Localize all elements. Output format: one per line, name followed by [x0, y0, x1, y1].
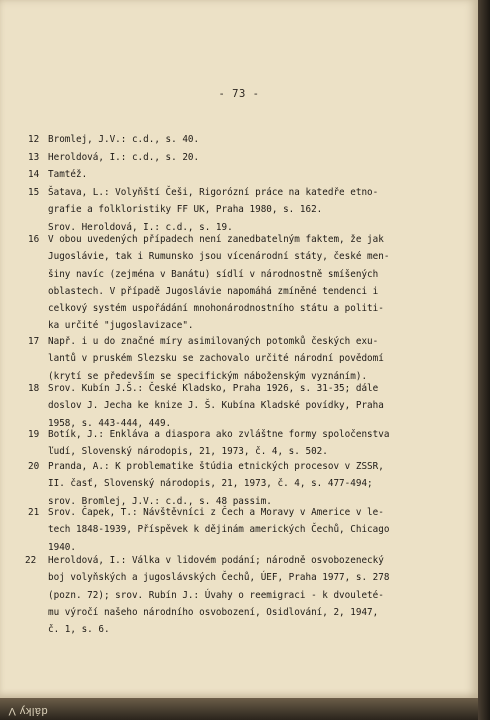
footnote-line: (pozn. 72); srov. Rubín J.: Úvahy o reemigraci - k dvouleté-: [48, 589, 384, 601]
footnote-line: č. 1, s. 6.: [48, 624, 110, 636]
footnote-line: Heroldová, I.: Válka v lidovém podání; národně osvobozenecký: [48, 555, 384, 566]
footnote-line: Srov. Čapek, T.: Návštěvníci z Čech a Moravy v Americe v le-: [48, 507, 384, 518]
binding-edge: [478, 0, 490, 720]
footnote-line: Pranda, A.: K problematike štúdia etnických procesov v ZSSR,: [48, 461, 384, 472]
footnote-line: V obou uvedených případech není zanedbatelným faktem, že jak: [48, 234, 384, 245]
footnote-line: II. časť, Slovenský národopis, 21, 1973, č. 4, s. 477-494;: [48, 478, 373, 490]
footnote-number: 15: [28, 187, 40, 198]
footnote-line: ľudí, Slovenský národopis, 21, 1973, č. 4, s. 502.: [48, 446, 328, 458]
footnote-text: [48, 166, 443, 183]
footnote-line: Botík, J.: Enkláva a diaspora ako zvláštne formy spoločenstva: [48, 429, 390, 440]
footnote-line: srov. Bromlej, J.V.: c.d., s. 48 passim.: [48, 495, 272, 507]
footnote-number: 17: [28, 336, 40, 347]
footnote-line: oblastech. V případě Jugoslávie napomáhá zmíněné tendenci i: [48, 285, 379, 297]
footnote-number: 13: [28, 152, 40, 163]
footnote-line: Srov. Heroldová, I.: c.d., s. 19.: [48, 221, 233, 233]
footnote-text: [48, 426, 443, 461]
footnote-line: mu výročí našeho národního osvobození, Osidlování, 2, 1947,: [48, 606, 379, 618]
footnote-text: [48, 380, 443, 432]
footnote-text: [48, 184, 443, 236]
footnote-text: [48, 149, 443, 166]
footnote-line: 1940.: [48, 541, 76, 553]
footnote-line: Např. i u do značné míry asimilovaných potomků českých exu-: [48, 336, 379, 347]
footnote-number: 22: [25, 555, 37, 566]
footnote-number: 12: [28, 134, 40, 145]
footnote-line: šiny navíc (zejména v Banátu) sídlí v národnostně smíšených: [48, 268, 379, 280]
footnote-line: Heroldová, I.: c.d., s. 20.: [48, 152, 200, 163]
footnote-text: [48, 231, 443, 335]
footnote-line: grafie a folkloristiky FF UK, Praha 1980, s. 162.: [48, 204, 323, 216]
footnote-line: ka určité "jugoslavizace".: [48, 320, 194, 332]
footnote-number: 14: [28, 169, 40, 180]
footnote-number: 18: [28, 383, 40, 394]
footnote-text: [48, 131, 443, 148]
footnote-text: [48, 552, 443, 638]
footnote-number: 19: [28, 429, 40, 440]
footnote-line: Jugoslávie, tak i Rumunsko jsou vícenárodní státy, české men-: [48, 251, 390, 263]
footnote-line: 1958, s. 443-444, 449.: [48, 417, 172, 429]
bottom-edge-text: dálky V: [8, 705, 48, 717]
footnote-line: Bromlej, J.V.: c.d., s. 40.: [48, 134, 200, 145]
footnote-number: 21: [28, 507, 40, 518]
footnote-text: [48, 504, 443, 556]
page-number: - 73 -: [218, 88, 260, 100]
footnote-line: lantů v pruském Slezsku se zachovalo určité národní povědomí: [48, 353, 384, 365]
footnote-line: boj volyňských a jugoslávských Čechů, ÚEF, Praha 1977, s. 278: [48, 572, 390, 584]
footnote-line: tech 1848-1939, Příspěvek k dějinám amerických Čechů, Chicago: [48, 524, 390, 536]
footnote-text: [48, 458, 443, 510]
footnote-line: Srov. Kubín J.Š.: České Kladsko, Praha 1926, s. 31-35; dále: [48, 383, 379, 394]
footnote-line: celkový systém uspořádání mnohonárodnostního státu a politi-: [48, 303, 384, 315]
footnote-number: 20: [28, 461, 40, 472]
footnote-line: Šatava, L.: Volyňští Češi, Rigorózní práce na katedře etno-: [48, 187, 379, 198]
footnote-line: doslov J. Jecha ke knize J. Š. Kubína Kladské povídky, Praha: [48, 400, 384, 412]
scan-bottom-edge: [0, 698, 478, 720]
footnote-line: Tamtéž.: [48, 169, 88, 180]
footnote-line: (krytí se především se specifickým náboženským vyznáním).: [48, 370, 368, 382]
footnote-text: [48, 333, 443, 385]
footnote-number: 16: [28, 234, 40, 245]
